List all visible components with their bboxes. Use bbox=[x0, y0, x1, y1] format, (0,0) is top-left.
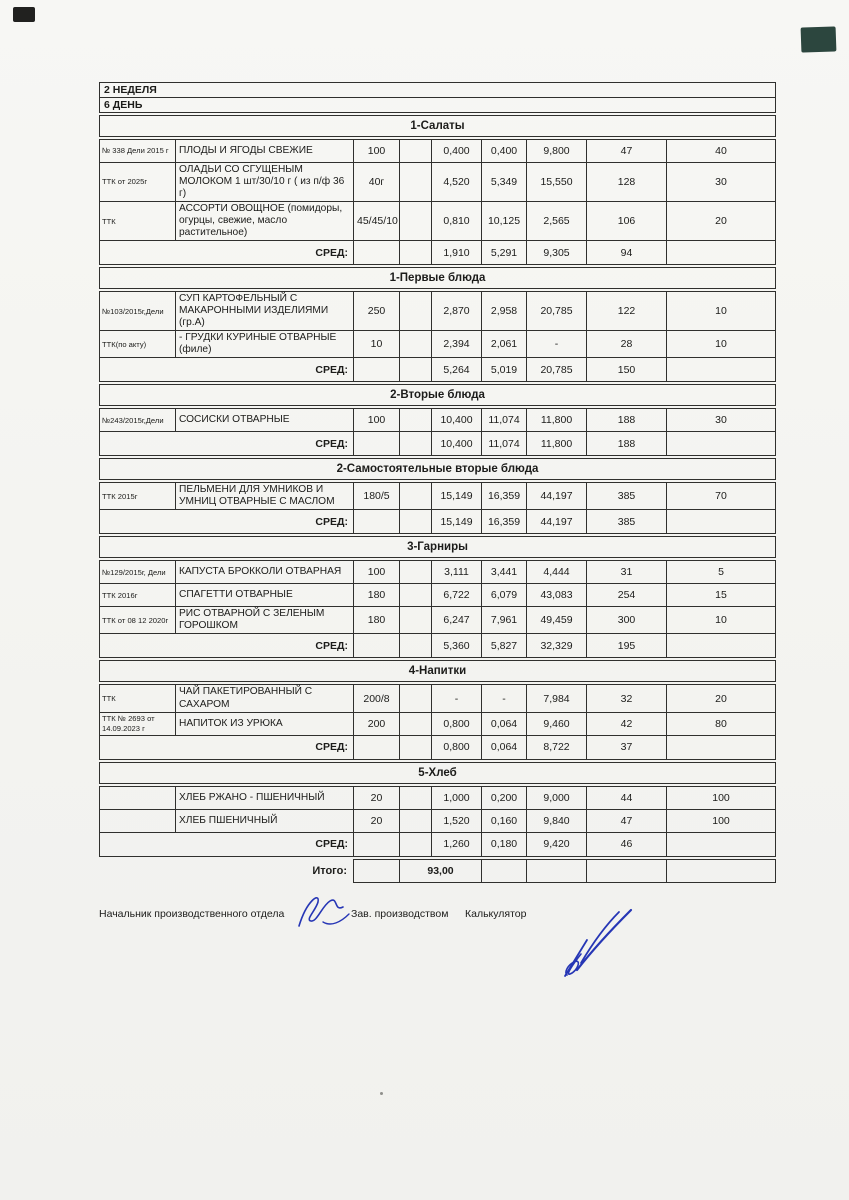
value-cell: 80 bbox=[667, 712, 776, 735]
value-cell: 3,441 bbox=[482, 561, 527, 584]
value-cell: 15,149 bbox=[432, 483, 482, 510]
menu-row bbox=[100, 607, 776, 634]
value-cell: 44,197 bbox=[527, 483, 587, 510]
value-cell: 30 bbox=[667, 163, 776, 202]
value-cell: 44 bbox=[587, 786, 667, 809]
value-cell: 385 bbox=[587, 483, 667, 510]
value-cell: 10 bbox=[667, 331, 776, 358]
avg-value: 0,180 bbox=[482, 832, 527, 856]
portion-cell: 20 bbox=[354, 809, 400, 832]
avg-value: 5,019 bbox=[482, 358, 527, 382]
menu-row bbox=[100, 584, 776, 607]
value-cell: - bbox=[527, 331, 587, 358]
portion-cell: 10 bbox=[354, 331, 400, 358]
avg-value bbox=[667, 241, 776, 265]
menu-row bbox=[100, 786, 776, 809]
avg-row bbox=[100, 634, 776, 658]
menu-row bbox=[100, 561, 776, 584]
production-chief-label: Начальник производственного отдела bbox=[99, 908, 285, 920]
avg-value: 5,360 bbox=[432, 634, 482, 658]
avg-value: 11,074 bbox=[482, 432, 527, 456]
avg-value: 5,827 bbox=[482, 634, 527, 658]
dish-name: НАПИТОК ИЗ УРЮКА bbox=[176, 712, 354, 735]
avg-label: СРЕД: bbox=[100, 358, 354, 382]
value-cell: 7,984 bbox=[527, 685, 587, 712]
menu-sections bbox=[100, 113, 776, 857]
avg-value: 150 bbox=[587, 358, 667, 382]
value-cell: 47 bbox=[587, 140, 667, 163]
calculator-label: Калькулятор bbox=[465, 908, 527, 920]
portion-cell: 180/5 bbox=[354, 483, 400, 510]
avg-value: 9,305 bbox=[527, 241, 587, 265]
dish-name: ХЛЕБ ПШЕНИЧНЫЙ bbox=[176, 809, 354, 832]
total-empty-cell bbox=[354, 859, 400, 882]
value-cell: 49,459 bbox=[527, 607, 587, 634]
value-cell: 10,125 bbox=[482, 202, 527, 241]
value-cell: 122 bbox=[587, 292, 667, 331]
day-label: 6 ДЕНЬ bbox=[100, 98, 776, 113]
menu-row bbox=[100, 140, 776, 163]
recipe-ref: №103/2015г,Дели bbox=[100, 292, 176, 331]
empty-cell bbox=[400, 202, 432, 241]
avg-label: СРЕД: bbox=[100, 510, 354, 534]
avg-row bbox=[100, 358, 776, 382]
value-cell: - bbox=[482, 685, 527, 712]
value-cell: 188 bbox=[587, 409, 667, 432]
value-cell: 5,349 bbox=[482, 163, 527, 202]
value-cell: 6,079 bbox=[482, 584, 527, 607]
portion-cell: 180 bbox=[354, 584, 400, 607]
portion-cell: 200 bbox=[354, 712, 400, 735]
value-cell: 2,565 bbox=[527, 202, 587, 241]
value-cell: 42 bbox=[587, 712, 667, 735]
value-cell: 9,800 bbox=[527, 140, 587, 163]
avg-value bbox=[667, 432, 776, 456]
value-cell: 15 bbox=[667, 584, 776, 607]
section-header-row bbox=[100, 459, 776, 480]
empty-cell bbox=[400, 786, 432, 809]
avg-row bbox=[100, 510, 776, 534]
total-empty-cell bbox=[587, 859, 667, 882]
dish-name: - ГРУДКИ КУРИНЫЕ ОТВАРНЫЕ (филе) bbox=[176, 331, 354, 358]
recipe-ref bbox=[100, 786, 176, 809]
value-cell: - bbox=[432, 685, 482, 712]
portion-cell: 100 bbox=[354, 140, 400, 163]
recipe-ref: ТТК bbox=[100, 685, 176, 712]
week-row bbox=[100, 83, 776, 98]
avg-value: 385 bbox=[587, 510, 667, 534]
total-empty-cell bbox=[667, 859, 776, 882]
value-cell: 43,083 bbox=[527, 584, 587, 607]
value-cell: 20 bbox=[667, 685, 776, 712]
avg-value: 10,400 bbox=[432, 432, 482, 456]
dish-name: КАПУСТА БРОККОЛИ ОТВАРНАЯ bbox=[176, 561, 354, 584]
recipe-ref bbox=[100, 809, 176, 832]
production-manager-label: Зав. производством bbox=[351, 908, 449, 920]
recipe-ref: ТТК 2015г bbox=[100, 483, 176, 510]
menu-row bbox=[100, 292, 776, 331]
avg-value: 5,291 bbox=[482, 241, 527, 265]
portion-cell: 200/8 bbox=[354, 685, 400, 712]
dish-name: ХЛЕБ РЖАНО - ПШЕНИЧНЫЙ bbox=[176, 786, 354, 809]
recipe-ref: ТТК bbox=[100, 202, 176, 241]
value-cell: 0,160 bbox=[482, 809, 527, 832]
scan-speck bbox=[380, 1092, 383, 1095]
value-cell: 0,200 bbox=[482, 786, 527, 809]
value-cell: 10 bbox=[667, 607, 776, 634]
avg-value: 9,420 bbox=[527, 832, 587, 856]
avg-value: 37 bbox=[587, 735, 667, 759]
avg-value: 46 bbox=[587, 832, 667, 856]
empty-cell bbox=[400, 409, 432, 432]
dish-name: ПЛОДЫ И ЯГОДЫ СВЕЖИЕ bbox=[176, 140, 354, 163]
menu-row bbox=[100, 163, 776, 202]
portion-cell: 40г bbox=[354, 163, 400, 202]
value-cell: 15,550 bbox=[527, 163, 587, 202]
dish-name: СОСИСКИ ОТВАРНЫЕ bbox=[176, 409, 354, 432]
empty-cell bbox=[400, 712, 432, 735]
total-empty-cell bbox=[527, 859, 587, 882]
portion-cell: 250 bbox=[354, 292, 400, 331]
avg-value: 195 bbox=[587, 634, 667, 658]
avg-value: 15,149 bbox=[432, 510, 482, 534]
value-cell: 20 bbox=[667, 202, 776, 241]
value-cell: 2,958 bbox=[482, 292, 527, 331]
avg-value: 16,359 bbox=[482, 510, 527, 534]
avg-value bbox=[667, 832, 776, 856]
avg-label: СРЕД: bbox=[100, 241, 354, 265]
avg-value bbox=[667, 634, 776, 658]
value-cell: 47 bbox=[587, 809, 667, 832]
portion-cell: 100 bbox=[354, 561, 400, 584]
menu-row bbox=[100, 409, 776, 432]
recipe-ref: ТТК от 08 12 2020г bbox=[100, 607, 176, 634]
portion-cell bbox=[354, 358, 400, 382]
value-cell: 106 bbox=[587, 202, 667, 241]
section-header-row bbox=[100, 385, 776, 406]
portion-cell bbox=[354, 241, 400, 265]
value-cell: 4,520 bbox=[432, 163, 482, 202]
section-title: 3-Гарниры bbox=[100, 537, 776, 558]
menu-row bbox=[100, 809, 776, 832]
section-title: 2-Вторые блюда bbox=[100, 385, 776, 406]
value-cell: 40 bbox=[667, 140, 776, 163]
menu-row bbox=[100, 331, 776, 358]
avg-value: 8,722 bbox=[527, 735, 587, 759]
value-cell: 100 bbox=[667, 786, 776, 809]
empty-cell bbox=[400, 584, 432, 607]
avg-value: 11,800 bbox=[527, 432, 587, 456]
value-cell: 7,961 bbox=[482, 607, 527, 634]
section-title: 1-Салаты bbox=[100, 116, 776, 137]
avg-label: СРЕД: bbox=[100, 832, 354, 856]
portion-cell bbox=[354, 634, 400, 658]
empty-cell bbox=[400, 163, 432, 202]
avg-value bbox=[667, 735, 776, 759]
avg-row bbox=[100, 241, 776, 265]
value-cell: 9,460 bbox=[527, 712, 587, 735]
empty-cell bbox=[400, 483, 432, 510]
avg-value: 188 bbox=[587, 432, 667, 456]
value-cell: 4,444 bbox=[527, 561, 587, 584]
portion-cell bbox=[354, 432, 400, 456]
value-cell: 16,359 bbox=[482, 483, 527, 510]
portion-cell: 100 bbox=[354, 409, 400, 432]
recipe-ref: ТТК(по акту) bbox=[100, 331, 176, 358]
avg-value: 44,197 bbox=[527, 510, 587, 534]
avg-label: СРЕД: bbox=[100, 432, 354, 456]
value-cell: 1,000 bbox=[432, 786, 482, 809]
avg-row bbox=[100, 735, 776, 759]
value-cell: 254 bbox=[587, 584, 667, 607]
menu-table-head bbox=[100, 83, 776, 113]
value-cell: 2,061 bbox=[482, 331, 527, 358]
value-cell: 0,400 bbox=[482, 140, 527, 163]
section-header-row bbox=[100, 537, 776, 558]
dish-name: ОЛАДЬИ СО СГУЩЕНЫМ МОЛОКОМ 1 шт/30/10 г ( из п/ф 36 г) bbox=[176, 163, 354, 202]
value-cell: 11,800 bbox=[527, 409, 587, 432]
dish-name: РИС ОТВАРНОЙ С ЗЕЛЕНЫМ ГОРОШКОМ bbox=[176, 607, 354, 634]
value-cell: 11,074 bbox=[482, 409, 527, 432]
avg-value: 32,329 bbox=[527, 634, 587, 658]
recipe-ref: № 338 Дели 2015 г bbox=[100, 140, 176, 163]
signature-block bbox=[99, 898, 799, 1008]
value-cell: 3,111 bbox=[432, 561, 482, 584]
portion-cell: 180 bbox=[354, 607, 400, 634]
value-cell: 30 bbox=[667, 409, 776, 432]
value-cell: 6,722 bbox=[432, 584, 482, 607]
avg-row bbox=[100, 832, 776, 856]
avg-value: 5,264 bbox=[432, 358, 482, 382]
value-cell: 0,400 bbox=[432, 140, 482, 163]
total-label: Итого: bbox=[312, 864, 347, 877]
dish-name: АССОРТИ ОВОЩНОЕ (помидоры, огурцы, свежие, масло растительное) bbox=[176, 202, 354, 241]
scan-artifact-top-right bbox=[801, 26, 837, 52]
menu-row bbox=[100, 202, 776, 241]
value-cell: 2,870 bbox=[432, 292, 482, 331]
empty-cell bbox=[400, 685, 432, 712]
empty-cell bbox=[400, 241, 432, 265]
empty-cell bbox=[400, 735, 432, 759]
avg-value: 20,785 bbox=[527, 358, 587, 382]
section-title: 2-Самостоятельные вторые блюда bbox=[100, 459, 776, 480]
avg-value bbox=[667, 510, 776, 534]
empty-cell bbox=[400, 561, 432, 584]
value-cell: 0,064 bbox=[482, 712, 527, 735]
total-empty-cell bbox=[482, 859, 527, 882]
avg-value: 0,800 bbox=[432, 735, 482, 759]
avg-value: 1,260 bbox=[432, 832, 482, 856]
empty-cell bbox=[400, 634, 432, 658]
empty-cell bbox=[400, 832, 432, 856]
value-cell: 1,520 bbox=[432, 809, 482, 832]
menu-table bbox=[99, 82, 776, 883]
recipe-ref: №243/2015г,Дели bbox=[100, 409, 176, 432]
section-title: 5-Хлеб bbox=[100, 762, 776, 783]
value-cell: 0,810 bbox=[432, 202, 482, 241]
recipe-ref: ТТК от 2025г bbox=[100, 163, 176, 202]
portion-cell: 20 bbox=[354, 786, 400, 809]
portion-cell: 45/45/10 bbox=[354, 202, 400, 241]
day-row bbox=[100, 98, 776, 113]
value-cell: 300 bbox=[587, 607, 667, 634]
section-header-row bbox=[100, 661, 776, 682]
empty-cell bbox=[400, 607, 432, 634]
menu-row bbox=[100, 685, 776, 712]
total-row bbox=[100, 859, 776, 882]
menu-row bbox=[100, 483, 776, 510]
value-cell: 6,247 bbox=[432, 607, 482, 634]
recipe-ref: №129/2015г, Дели bbox=[100, 561, 176, 584]
empty-cell bbox=[400, 510, 432, 534]
avg-row bbox=[100, 432, 776, 456]
section-title: 4-Напитки bbox=[100, 661, 776, 682]
value-cell: 9,840 bbox=[527, 809, 587, 832]
empty-cell bbox=[400, 358, 432, 382]
value-cell: 10 bbox=[667, 292, 776, 331]
avg-label: СРЕД: bbox=[100, 634, 354, 658]
avg-label: СРЕД: bbox=[100, 735, 354, 759]
section-header-row bbox=[100, 268, 776, 289]
portion-cell bbox=[354, 735, 400, 759]
value-cell: 128 bbox=[587, 163, 667, 202]
value-cell: 5 bbox=[667, 561, 776, 584]
total-value: 93,00 bbox=[400, 859, 482, 882]
empty-cell bbox=[400, 331, 432, 358]
recipe-ref: ТТК № 2693 от 14.09.2023 г bbox=[100, 712, 176, 735]
value-cell: 70 bbox=[667, 483, 776, 510]
menu-table-foot bbox=[100, 856, 776, 882]
dish-name: СУП КАРТОФЕЛЬНЫЙ С МАКАРОННЫМИ ИЗДЕЛИЯМИ (гр.А) bbox=[176, 292, 354, 331]
value-cell: 32 bbox=[587, 685, 667, 712]
section-header-row bbox=[100, 116, 776, 137]
scan-artifact-top-left bbox=[13, 7, 35, 22]
production-chief-signature bbox=[293, 888, 355, 936]
dish-name: СПАГЕТТИ ОТВАРНЫЕ bbox=[176, 584, 354, 607]
menu-row bbox=[100, 712, 776, 735]
section-header-row bbox=[100, 762, 776, 783]
dish-name: ПЕЛЬМЕНИ ДЛЯ УМНИКОВ И УМНИЦ ОТВАРНЫЕ С МАСЛОМ bbox=[176, 483, 354, 510]
empty-cell bbox=[400, 292, 432, 331]
value-cell: 10,400 bbox=[432, 409, 482, 432]
avg-value: 1,910 bbox=[432, 241, 482, 265]
empty-cell bbox=[400, 809, 432, 832]
empty-cell bbox=[400, 140, 432, 163]
avg-value: 0,064 bbox=[482, 735, 527, 759]
recipe-ref: ТТК 2016г bbox=[100, 584, 176, 607]
value-cell: 31 bbox=[587, 561, 667, 584]
week-label: 2 НЕДЕЛЯ bbox=[100, 83, 776, 98]
portion-cell bbox=[354, 832, 400, 856]
empty-cell bbox=[400, 432, 432, 456]
value-cell: 9,000 bbox=[527, 786, 587, 809]
value-cell: 20,785 bbox=[527, 292, 587, 331]
value-cell: 100 bbox=[667, 809, 776, 832]
value-cell: 0,800 bbox=[432, 712, 482, 735]
dish-name: ЧАЙ ПАКЕТИРОВАННЫЙ С САХАРОМ bbox=[176, 685, 354, 712]
section-title: 1-Первые блюда bbox=[100, 268, 776, 289]
calculator-signature bbox=[551, 906, 641, 981]
portion-cell bbox=[354, 510, 400, 534]
value-cell: 2,394 bbox=[432, 331, 482, 358]
avg-value: 94 bbox=[587, 241, 667, 265]
avg-value bbox=[667, 358, 776, 382]
value-cell: 28 bbox=[587, 331, 667, 358]
